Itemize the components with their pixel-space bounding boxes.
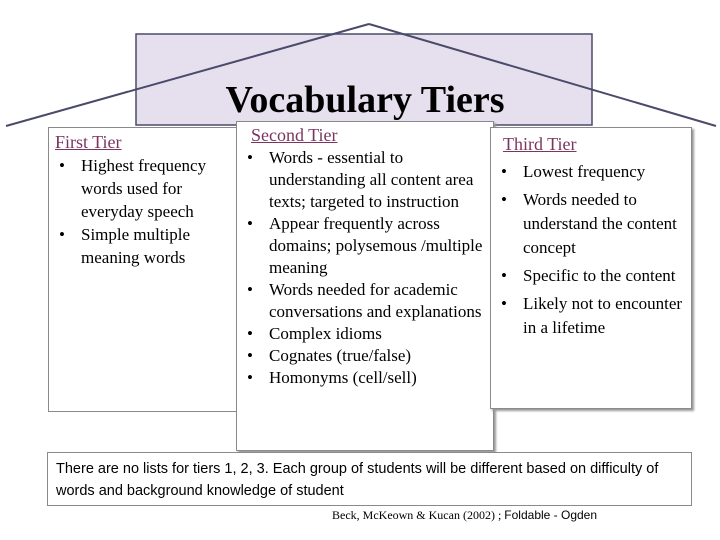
first-tier-box [48,127,238,412]
list-item: • Words - essential to understanding all content area texts; targeted to instruction [243,147,487,213]
third-tier-box [490,127,692,409]
list-item: • Highest frequency words used for everyday speech [55,154,231,223]
second-tier-list [243,147,487,389]
second-tier-heading: Second Tier [251,125,338,145]
first-tier-list [55,154,231,269]
list-item: • Simple multiple meaning words [55,223,231,269]
list-item: • Cognates (true/false) [243,345,487,367]
list-item: • Homonyms (cell/sell) [243,367,487,389]
list-item: • Complex idioms [243,323,487,345]
first-tier-heading: First Tier [55,132,122,152]
third-tier-list [497,160,685,340]
list-item: • Specific to the content [497,264,685,288]
list-item: • Likely not to encounter in a lifetime [497,292,685,340]
list-item: • Lowest frequency [497,160,685,184]
page-title: Vocabulary Tiers [225,79,505,121]
citation [332,508,692,523]
citation-authors: Beck, McKeown & Kucan (2002) ; [332,508,502,522]
list-item: • Words needed to understand the content concept [497,188,685,260]
list-item: • Words needed for academic conversations and explanations [243,279,487,323]
citation-source: Foldable - Ogden [504,508,598,522]
second-tier-box [236,121,494,451]
note-box: There are no lists for tiers 1, 2, 3. Each group of students will be different based on difficulty of words and background knowledge of student [47,452,692,506]
list-item: • Appear frequently across domains; polysemous /multiple meaning [243,213,487,279]
third-tier-heading: Third Tier [503,134,577,154]
